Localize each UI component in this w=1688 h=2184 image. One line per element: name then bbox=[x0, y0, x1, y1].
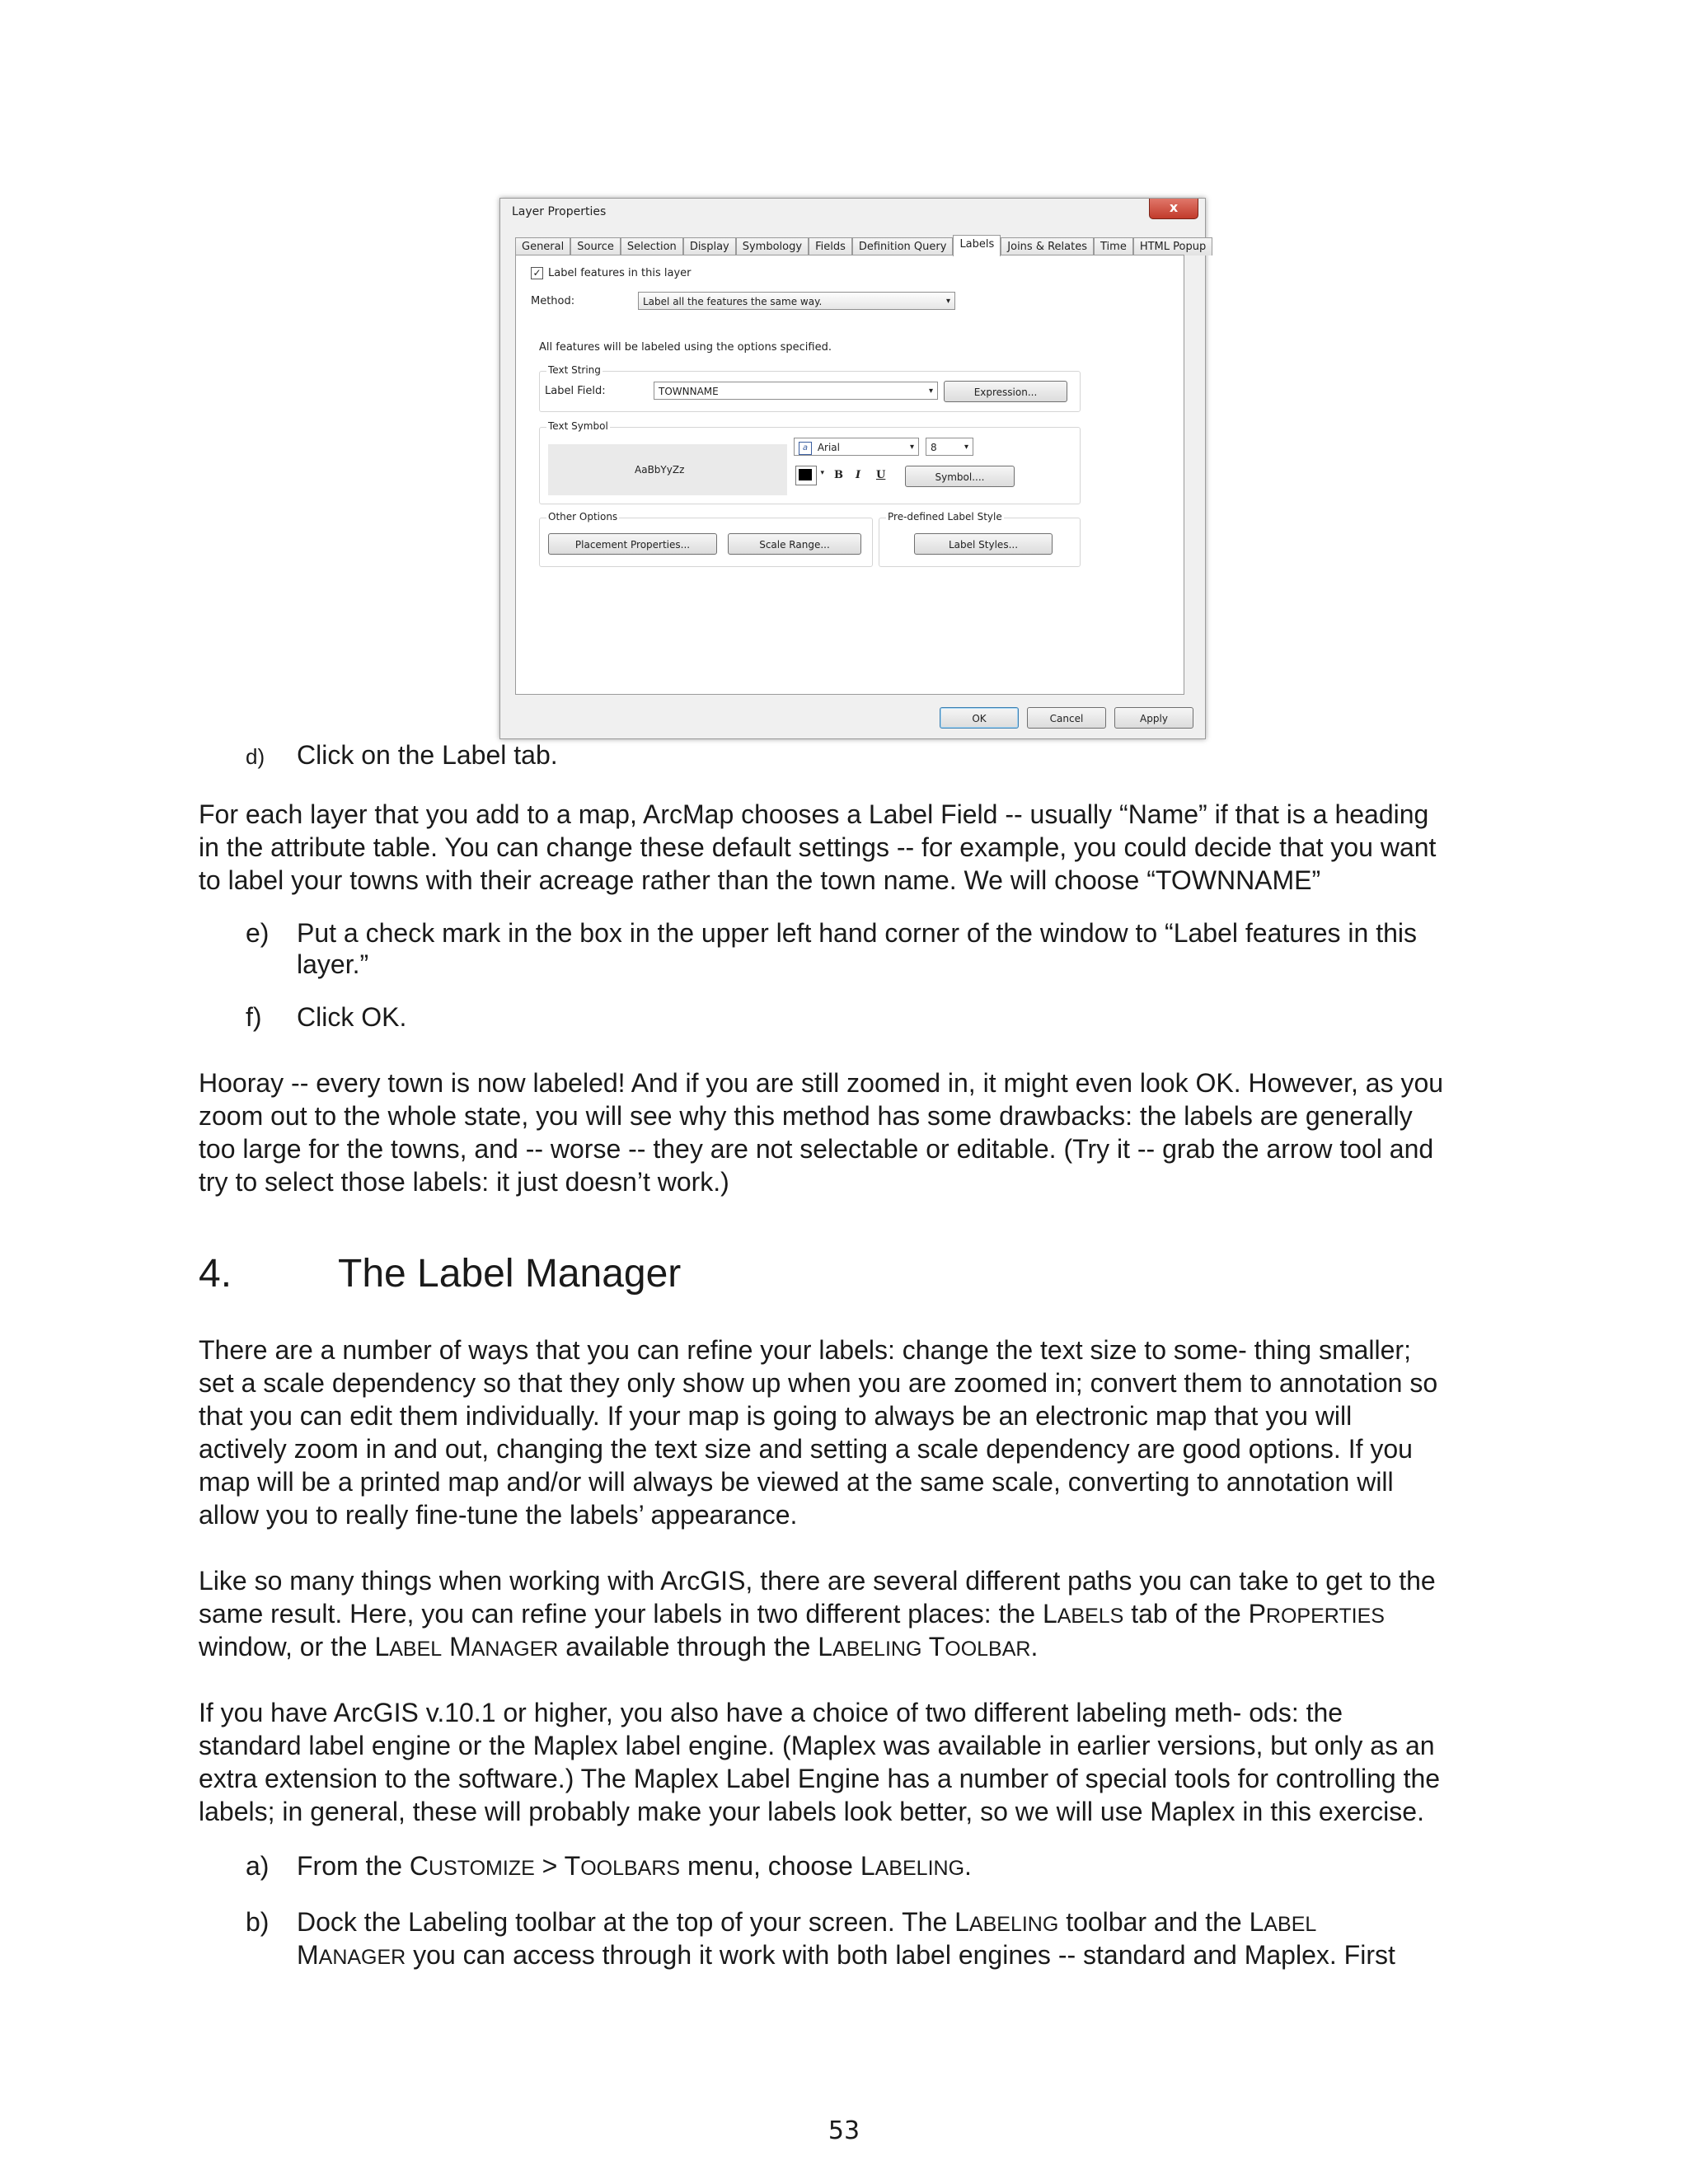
chevron-down-icon: ▾ bbox=[909, 443, 914, 452]
step-f-text: Click OK. bbox=[297, 1002, 407, 1032]
chevron-down-icon: ▾ bbox=[820, 469, 824, 477]
method-dropdown[interactable] bbox=[638, 292, 955, 310]
font-size-value: 8 bbox=[931, 442, 937, 453]
tab-strip bbox=[515, 235, 1212, 255]
tab-labels[interactable]: Labels bbox=[953, 235, 1001, 256]
step-e-marker: e) bbox=[246, 918, 270, 948]
text-symbol-group bbox=[539, 420, 1081, 504]
predefined-style-title: Pre-defined Label Style bbox=[888, 511, 1002, 523]
font-dropdown[interactable] bbox=[794, 438, 919, 456]
para5-line2: standard label engine or the Maplex label engine. (Maplex was available in earlier versions, but only as an bbox=[199, 1731, 1435, 1760]
other-options-group bbox=[539, 511, 873, 567]
chevron-down-icon: ▾ bbox=[964, 443, 968, 452]
chevron-down-icon: ▾ bbox=[945, 297, 950, 306]
label-features-row bbox=[531, 267, 692, 279]
layer-properties-dialog bbox=[499, 198, 1206, 739]
expression-button[interactable]: Expression... bbox=[944, 381, 1067, 402]
page-number: 53 bbox=[828, 2116, 860, 2145]
font-value: Arial bbox=[817, 442, 840, 453]
para5-line4: labels; in general, these will probably make your labels look better, so we will use Maplex in this exercise. bbox=[199, 1797, 1424, 1826]
para2-line3: too large for the towns, and -- worse -- they are not selectable or editable. (Try it -- grab the arrow tool and bbox=[199, 1134, 1434, 1164]
labels-panel bbox=[515, 255, 1184, 695]
para2-line1: Hooray -- every town is now labeled! And if you are still zoomed in, it might even look OK. However, as you bbox=[199, 1068, 1444, 1098]
dialog-title: Layer Properties bbox=[512, 205, 607, 218]
tab-source[interactable]: Source bbox=[570, 237, 621, 255]
bold-button[interactable]: B bbox=[834, 469, 843, 481]
method-value: Label all the features the same way. bbox=[643, 296, 823, 307]
para4-line1: Like so many things when working with ArcGIS, there are several different paths you can take to get to the bbox=[199, 1566, 1436, 1596]
tab-definition-query[interactable]: Definition Query bbox=[852, 237, 954, 255]
para1-line2: in the attribute table. You can change these default settings -- for example, you could decide that you want bbox=[199, 832, 1437, 862]
info-text: All features will be labeled using the options specified. bbox=[539, 341, 832, 354]
underline-button[interactable]: U bbox=[876, 469, 886, 481]
para4-line3: window, or the LABEL MANAGER available through the LABELING TOOLBAR. bbox=[199, 1632, 1039, 1661]
para2-line4: try to select those labels: it just doesn’t work.) bbox=[199, 1167, 729, 1197]
predefined-style-group bbox=[879, 511, 1081, 567]
step-a-text: From the CUSTOMIZE > TOOLBARS menu, choose LABELING. bbox=[297, 1851, 972, 1881]
scale-range-button[interactable]: Scale Range... bbox=[728, 533, 861, 555]
symbol-preview bbox=[548, 444, 787, 495]
step-b-line1: Dock the Labeling toolbar at the top of your screen. The LABELING toolbar and the LABEL bbox=[297, 1907, 1317, 1937]
para4-line2: same result. Here, you can refine your labels in two different places: the LABELS tab of the PROPERTIES bbox=[199, 1599, 1385, 1629]
other-options-title: Other Options bbox=[548, 511, 618, 523]
tab-html-popup[interactable]: HTML Popup bbox=[1133, 237, 1212, 255]
para3-line5: map will be a printed map and/or will always be viewed at the same scale, converting to annotation will bbox=[199, 1467, 1394, 1497]
tab-selection[interactable]: Selection bbox=[621, 237, 683, 255]
para3-line2: set a scale dependency so that they only show up when you are zoomed in; convert them to annotation so bbox=[199, 1368, 1438, 1398]
step-f-marker: f) bbox=[246, 1002, 262, 1032]
font-size-dropdown[interactable] bbox=[926, 438, 973, 456]
ok-button[interactable]: OK bbox=[940, 707, 1019, 729]
para1-line3: to label your towns with their acreage rather than the town name. We will choose “TOWNNAME” bbox=[199, 865, 1321, 895]
para1-line1: For each layer that you add to a map, ArcMap chooses a Label Field -- usually “Name” if that is a heading bbox=[199, 799, 1429, 829]
placement-properties-button[interactable]: Placement Properties... bbox=[548, 533, 717, 555]
symbol-preview-text: AaBbYyZz bbox=[635, 464, 685, 476]
para3-line3: that you can edit them individually. If your map is going to always be an electronic map that you will bbox=[199, 1401, 1353, 1431]
step-d-marker: d) bbox=[246, 744, 265, 769]
para3-line6: allow you to really fine-tune the labels’ appearance. bbox=[199, 1500, 798, 1530]
apply-button[interactable]: Apply bbox=[1114, 707, 1193, 729]
label-styles-button[interactable]: Label Styles... bbox=[914, 533, 1053, 555]
para2-line2: zoom out to the whole state, you will see why this method has some drawbacks: the labels are generally bbox=[199, 1101, 1413, 1131]
step-d-text: Click on the Label tab. bbox=[297, 740, 558, 770]
para5-line3: extra extension to the software.) The Maplex Label Engine has a number of special tools for controlling the bbox=[199, 1764, 1441, 1793]
text-string-group bbox=[539, 364, 1081, 412]
close-icon[interactable]: x bbox=[1149, 199, 1198, 219]
chevron-down-icon: ▾ bbox=[928, 387, 933, 396]
step-e-line2: layer.” bbox=[297, 949, 369, 979]
step-b-marker: b) bbox=[246, 1907, 270, 1937]
step-a-marker: a) bbox=[246, 1851, 270, 1881]
para3-line4: actively zoom in and out, changing the text size and setting a scale dependency are good options. If you bbox=[199, 1434, 1413, 1464]
tab-symbology[interactable]: Symbology bbox=[736, 237, 809, 255]
color-picker[interactable] bbox=[795, 466, 824, 485]
italic-button[interactable]: I bbox=[856, 469, 861, 481]
text-symbol-title: Text Symbol bbox=[548, 420, 608, 432]
text-string-title: Text String bbox=[548, 364, 601, 376]
para5-line1: If you have ArcGIS v.10.1 or higher, you also have a choice of two different labeling meth- ods: the bbox=[199, 1698, 1343, 1727]
label-field-dropdown[interactable] bbox=[654, 382, 938, 400]
tab-time[interactable]: Time bbox=[1094, 237, 1133, 255]
font-icon: a bbox=[799, 442, 812, 455]
label-features-text: Label features in this layer bbox=[548, 267, 692, 279]
tab-joins-relates[interactable]: Joins & Relates bbox=[1001, 237, 1094, 255]
tab-display[interactable]: Display bbox=[683, 237, 736, 255]
method-label: Method: bbox=[531, 295, 575, 307]
label-field-label: Label Field: bbox=[545, 385, 606, 397]
tab-general[interactable]: General bbox=[515, 237, 570, 255]
symbol-button[interactable]: Symbol.... bbox=[905, 466, 1015, 487]
para3-line1: There are a number of ways that you can refine your labels: change the text size to some- thing smaller; bbox=[199, 1335, 1411, 1365]
step-e-line1: Put a check mark in the box in the upper left hand corner of the window to “Label features in this bbox=[297, 918, 1417, 948]
cancel-button[interactable]: Cancel bbox=[1027, 707, 1106, 729]
tab-fields[interactable]: Fields bbox=[809, 237, 852, 255]
section-title: The Label Manager bbox=[338, 1252, 682, 1296]
label-features-checkbox[interactable]: ✓ bbox=[531, 267, 543, 279]
label-field-value: TOWNNAME bbox=[659, 386, 719, 397]
section-number: 4. bbox=[199, 1252, 232, 1296]
step-b-line2: MANAGER you can access through it work with both label engines -- standard and Maplex. First bbox=[297, 1940, 1395, 1970]
color-fill bbox=[799, 469, 812, 480]
